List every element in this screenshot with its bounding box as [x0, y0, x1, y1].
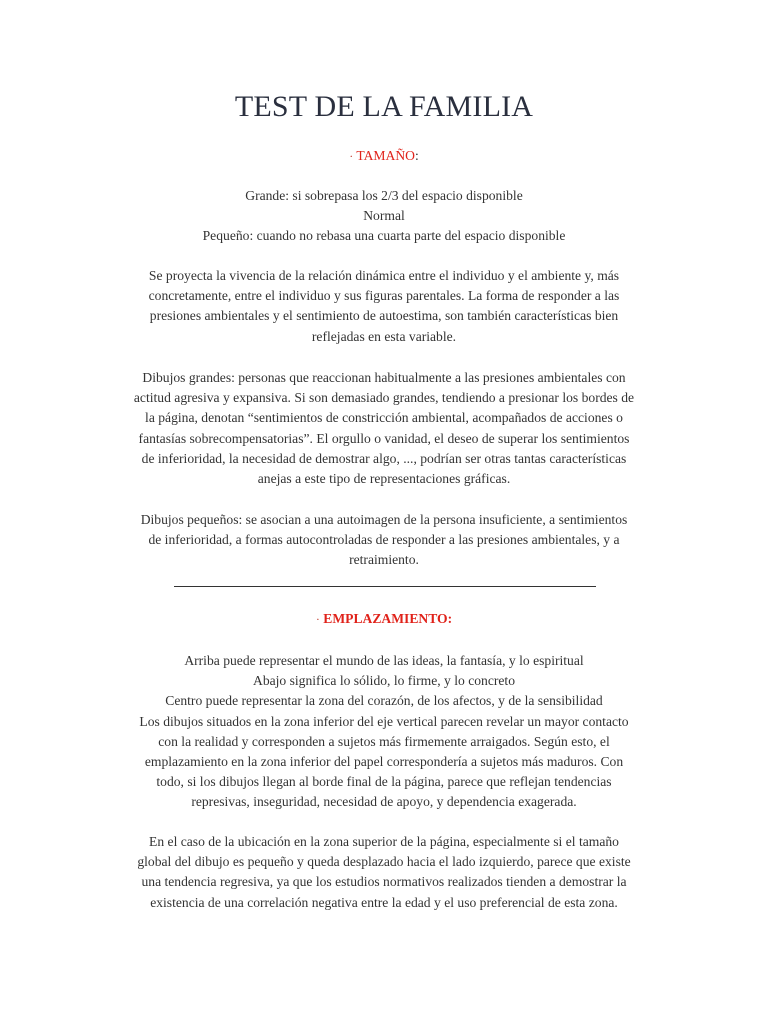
paragraph-line: con la realidad y corresponden a sujetos más firmemente arraigados. Según esto, el	[158, 733, 610, 749]
paragraph-line: todo, si los dibujos llegan al borde final de la página, parece que reflejan tendencias	[156, 774, 612, 790]
paragraph-line: de inferioridad, la necesidad de demostrar algo, ..., podrían ser otras tantas características	[141, 450, 627, 466]
section-label-emplazamiento: EMPLAZAMIENTO:	[323, 611, 453, 626]
paragraph-line: emplazamiento en la zona inferior del papel correspondería a sujetos más maduros. Con	[144, 754, 624, 770]
size-list	[90, 186, 678, 247]
section-label-colon: :	[414, 148, 419, 163]
paragraph-line: Dibujos pequeños: se asocian a una autoimagen de la persona insuficiente, a sentimientos	[140, 512, 628, 527]
paragraph-dibujos-pequenos	[90, 510, 678, 571]
size-item-grande: Grande: si sobrepasa los 2/3 del espacio disponible	[245, 188, 523, 203]
paragraph-line: presiones ambientales y el sentimiento de autoestima, son también características bien	[149, 308, 619, 324]
paragraph-line: fantasías sobrecompensatorias”. El orgullo o vanidad, el deseo de superar los sentimientos	[138, 430, 630, 446]
paragraph-vivencia	[90, 266, 678, 347]
bullet-marker: ·	[349, 149, 354, 163]
paragraph-line: En el caso de la ubicación en la zona superior de la página, especialmente si el tamaño	[149, 834, 619, 849]
paragraph-line: una tendencia regresiva, ya que los estudios normativos realizados tienden a demostrar la	[141, 874, 627, 890]
section-heading-emplazamiento	[100, 611, 668, 627]
paragraph-line: Dibujos grandes: personas que reaccionan habitualmente a las presiones ambientales con	[142, 370, 626, 385]
paragraph-line: existencia de una correlación negativa entre la edad y el uso preferencial de esta zona.	[150, 894, 618, 910]
section-label-tamano: TAMAÑO	[356, 148, 415, 163]
paragraph-line: anejas a este tipo de representaciones gráficas.	[257, 471, 511, 487]
paragraph-line: de inferioridad, a formas autocontroladas de responder a las presiones ambientales, y a	[148, 532, 620, 548]
paragraph-line: actitud agresiva y expansiva. Si son demasiado grandes, tendiendo a presionar los bordes de	[133, 390, 635, 406]
section-divider	[174, 586, 596, 587]
paragraph-line: global del dibujo es pequeño y queda desplazado hacia el lado izquierdo, parece que existe	[137, 854, 631, 870]
paragraph-dibujos-grandes	[90, 368, 678, 489]
paragraph-line: Los dibujos situados en la zona inferior del eje vertical parecen revelar un mayor contacto	[139, 713, 629, 729]
paragraph-line: Centro puede representar la zona del corazón, de los afectos, y de la sensibilidad	[165, 693, 603, 709]
paragraph-ubicacion-superior	[90, 832, 678, 913]
section-heading-tamano	[100, 148, 668, 164]
paragraph-line: represivas, inseguridad, necesidad de apoyo, y dependencia exagerada.	[191, 794, 577, 810]
paragraph-line: Abajo significa lo sólido, lo firme, y lo concreto	[253, 673, 515, 689]
paragraph-line: la página, denotan “sentimientos de constricción ambiental, acompañados de acciones o	[145, 410, 623, 426]
size-item-pequeno: Pequeño: cuando no rebasa una cuarta parte del espacio disponible	[202, 228, 566, 244]
paragraph-line: reflejadas en esta variable.	[311, 328, 457, 344]
document-title: TEST DE LA FAMILIA	[234, 90, 534, 123]
paragraph-line: concretamente, entre el individuo y sus figuras parentales. La forma de responder a las	[148, 288, 620, 304]
paragraph-emplazamiento-zonas	[90, 651, 678, 813]
size-item-normal: Normal	[363, 208, 405, 224]
paragraph-line: Arriba puede representar el mundo de las ideas, la fantasía, y lo espiritual	[184, 653, 584, 668]
paragraph-line: Se proyecta la vivencia de la relación dinámica entre el individuo y el ambiente y, más	[148, 268, 620, 283]
paragraph-line: retraimiento.	[349, 552, 419, 568]
bullet-marker: ·	[315, 612, 320, 626]
